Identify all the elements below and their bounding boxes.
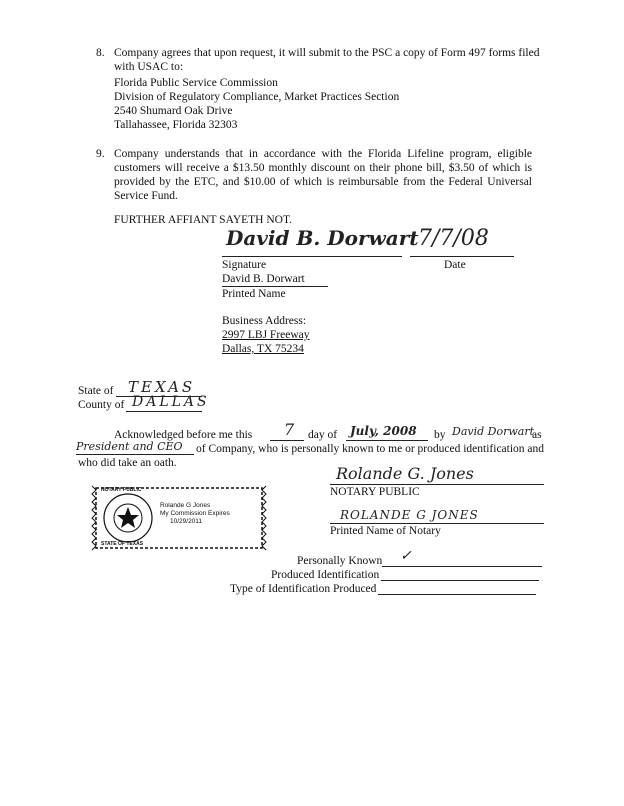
ack-name: David Dorwart <box>452 425 535 438</box>
produced-identification-label: Produced Identification <box>271 569 380 581</box>
affiant-signature: David B. Dorwart <box>226 226 419 250</box>
state-value: TEXAS <box>128 378 196 396</box>
seal-bottom-text: STATE OF TEXAS <box>101 541 144 547</box>
printed-name-of-notary-label: Printed Name of Notary <box>330 525 441 537</box>
ack-rest: of Company, who is personally known to me or produced identification and <box>196 443 545 455</box>
ack-month-year: July, 2008 <box>350 424 417 438</box>
business-address-line: Dallas, TX 75234 <box>222 343 304 355</box>
item-9-number: 9. <box>96 148 105 160</box>
ack-day: 7 <box>284 420 295 439</box>
date-handwriting: 7/7/08 <box>418 226 489 251</box>
ack-title: President and CEO <box>76 440 183 453</box>
ack-line3: who did take an oath. <box>78 457 177 469</box>
ack-prefix: Acknowledged before me this <box>114 429 253 441</box>
ack-by: by <box>434 429 446 441</box>
type-of-id-line <box>378 594 536 595</box>
item-9-text: Company understands that in accordance with the Florida Lifeline program, eligible customers will receive a $13.50 monthly discount on their phone bill, $3.50 of which is provided by the ETC, and $10.00 of which is reimbursable from the Federal Universal Service Fund. <box>114 148 532 202</box>
business-address-line: 2997 LBJ Freeway <box>222 329 310 341</box>
county-value: DALLAS <box>132 394 210 410</box>
signature-line <box>222 256 402 257</box>
printed-name-label: Printed Name <box>222 288 286 300</box>
notary-public-label: NOTARY PUBLIC <box>330 486 420 498</box>
personally-known-mark: ✓ <box>400 548 412 564</box>
further-affiant-text: FURTHER AFFIANT SAYETH NOT. <box>114 214 293 226</box>
county-line <box>126 411 202 412</box>
ack-month-line <box>346 440 428 441</box>
item-8-number: 8. <box>96 47 105 59</box>
produced-identification-line <box>381 580 539 581</box>
date-label: Date <box>444 259 466 271</box>
ack-title-line <box>76 454 194 455</box>
stamp-name: Rolande G Jones <box>160 502 211 509</box>
state-label: State of <box>78 385 114 397</box>
notary-printed-name: ROLANDE G JONES <box>340 508 479 522</box>
psc-address-line: Division of Regulatory Compliance, Market Practices Section <box>114 91 400 103</box>
star-icon <box>117 507 139 528</box>
seal-top-text: NOTARY PUBLIC <box>101 487 142 493</box>
type-of-id-label: Type of Identification Produced <box>230 583 377 595</box>
personally-known-line <box>382 566 542 567</box>
item-8-text-line1: Company agrees that upon request, it will submit to the PSC a copy of Form 497 forms filed <box>114 47 540 59</box>
printed-name-value: David B. Dorwart <box>222 273 305 285</box>
date-line <box>410 256 514 257</box>
ack-as: as <box>532 429 542 441</box>
item-8-text-line2: with USAC to: <box>114 61 184 73</box>
stamp-expires: 10/29/2011 <box>170 518 203 525</box>
ack-day-line <box>270 440 304 441</box>
signature-label: Signature <box>222 259 267 271</box>
business-address-label: Business Address: <box>222 315 307 327</box>
stamp-commission: My Commission Expires <box>160 510 230 517</box>
psc-address-line: Florida Public Service Commission <box>114 77 278 89</box>
psc-address-line: 2540 Shumard Oak Drive <box>114 105 233 117</box>
psc-address-line: Tallahassee, Florida 32303 <box>114 119 238 131</box>
ack-day-label: day of <box>308 429 338 441</box>
notary-signature: Rolande G. Jones <box>336 464 474 483</box>
county-label: County of <box>78 399 125 411</box>
personally-known-label: Personally Known <box>297 555 383 567</box>
